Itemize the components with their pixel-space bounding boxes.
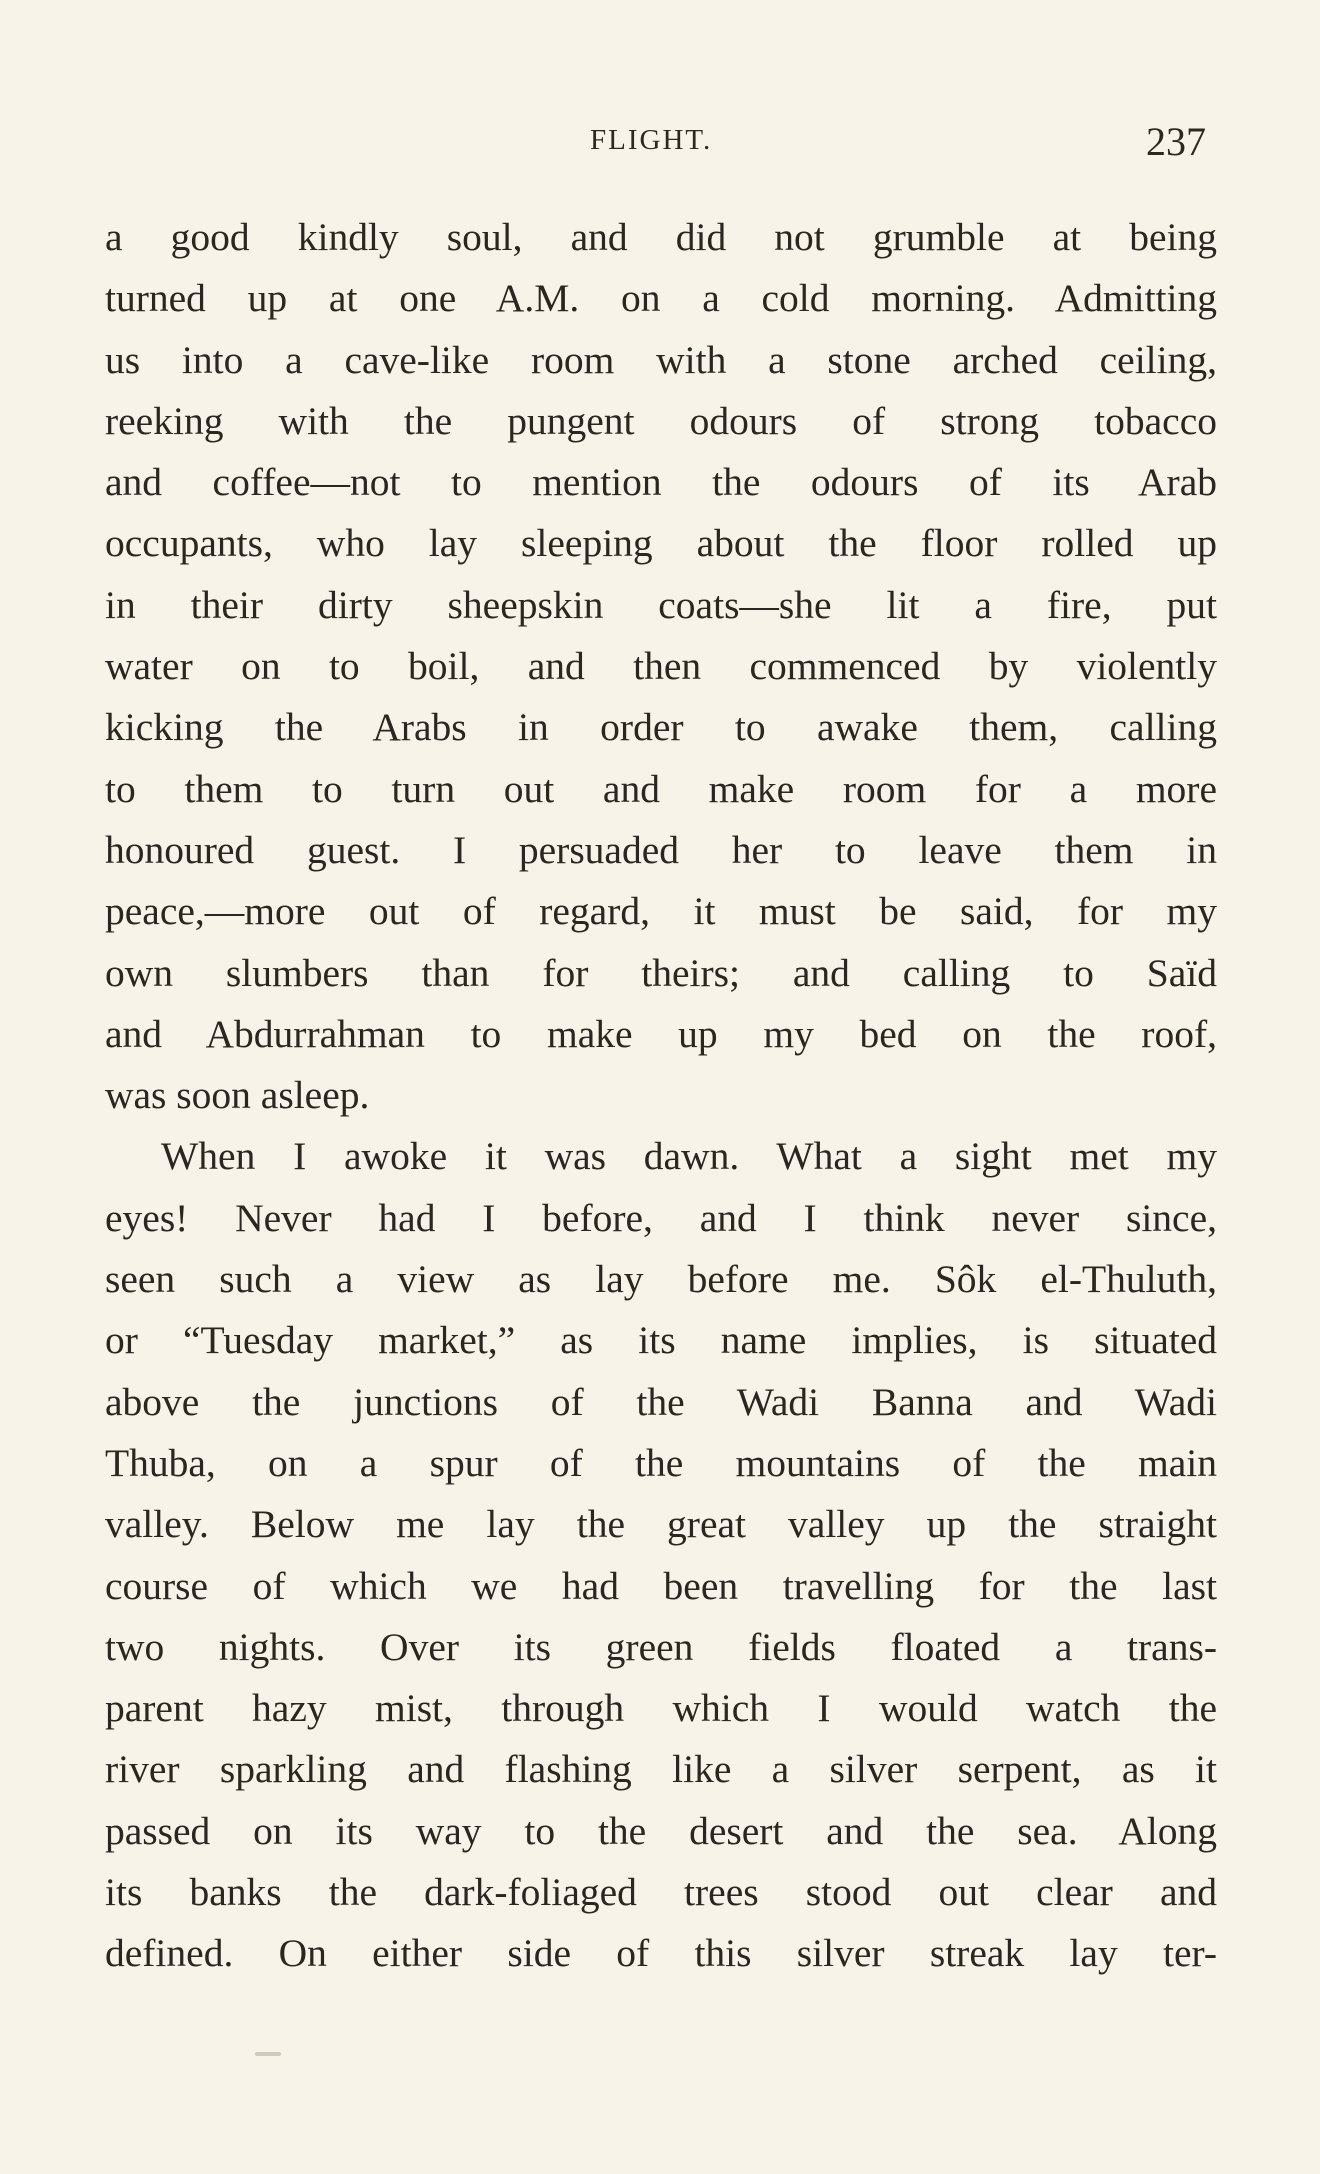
text-line: defined. On either side of this silver streak lay ter- <box>105 1931 1217 1976</box>
text-line: and coffee—not to mention the odours of its Arab <box>105 460 1217 505</box>
text-line: valley. Below me lay the great valley up the straight <box>105 1502 1217 1547</box>
text-line: or “Tuesday market,” as its name implies, is situated <box>105 1318 1217 1363</box>
text-line: in their dirty sheepskin coats—she lit a fire, put <box>105 582 1217 627</box>
text-line: above the junctions of the Wadi Banna and Wadi <box>105 1379 1217 1424</box>
text-line: occupants, who lay sleeping about the floor rolled up <box>105 521 1217 566</box>
running-title: FLIGHT. <box>590 124 713 156</box>
text-line: reeking with the pungent odours of strong tobacco <box>105 398 1217 443</box>
text-line: water on to boil, and then commenced by violently <box>105 644 1217 689</box>
text-line: us into a cave-like room with a stone arched ceiling, <box>105 337 1217 382</box>
text-line: eyes! Never had I before, and I think never since, <box>105 1195 1217 1240</box>
text-line: own slumbers than for theirs; and calling to Saïd <box>105 950 1217 995</box>
text-line: to them to turn out and make room for a more <box>105 766 1217 811</box>
body-text <box>105 207 1217 1985</box>
text-line: When I awoke it was dawn. What a sight met my <box>161 1134 1217 1179</box>
text-line: kicking the Arabs in order to awake them, calling <box>105 705 1217 750</box>
text-line: its banks the dark-foliaged trees stood out clear and <box>105 1870 1217 1915</box>
text-line: parent hazy mist, through which I would watch the <box>105 1686 1217 1731</box>
paper-speck <box>255 2052 281 2056</box>
text-line: Thuba, on a spur of the mountains of the main <box>105 1440 1217 1485</box>
text-line: two nights. Over its green fields floated a trans- <box>105 1624 1217 1669</box>
text-line: peace,—more out of regard, it must be said, for my <box>105 889 1217 934</box>
page-number: 237 <box>1146 119 1206 164</box>
text-line: seen such a view as lay before me. Sôk el-Thuluth, <box>105 1257 1217 1302</box>
text-line: honoured guest. I persuaded her to leave them in <box>105 827 1217 872</box>
text-line: and Abdurrahman to make up my bed on the roof, <box>105 1011 1217 1056</box>
text-line: river sparkling and flashing like a silver serpent, as it <box>105 1747 1217 1792</box>
running-head <box>0 118 1320 164</box>
text-line: course of which we had been travelling for the last <box>105 1563 1217 1608</box>
text-line: a good kindly soul, and did not grumble at being <box>105 215 1217 259</box>
text-line: was soon asleep. <box>105 1073 370 1118</box>
text-line: passed on its way to the desert and the sea. Along <box>105 1808 1217 1853</box>
text-line: turned up at one A.M. on a cold morning. Admitting <box>105 276 1217 321</box>
